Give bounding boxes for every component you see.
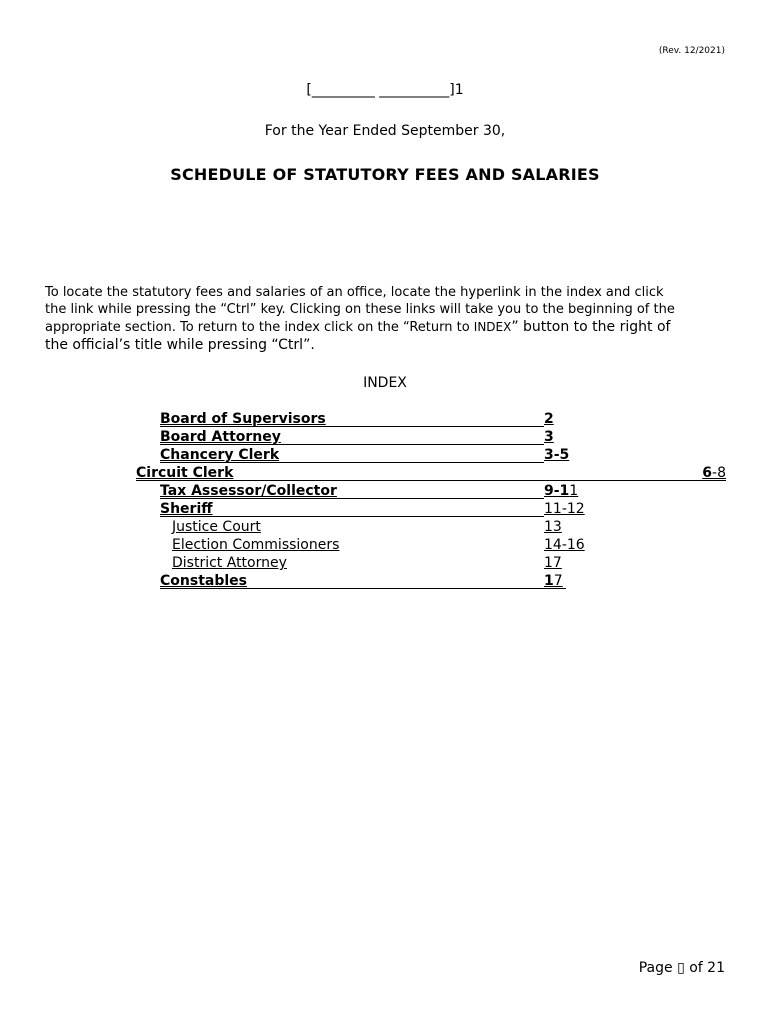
- pages-regular: 17: [544, 555, 562, 571]
- leader-rule: [160, 444, 544, 445]
- leader-rule: [160, 462, 544, 463]
- index-entry-pages: [544, 518, 562, 536]
- index-entry-pages: [702, 464, 726, 482]
- intro-line-3: [45, 319, 670, 335]
- intro-line-4: the official’s title while pressing “Ctrl”.: [45, 337, 315, 353]
- intro-index-word: INDEX: [473, 320, 512, 334]
- leader-rule: [136, 480, 726, 481]
- index-entry-name: Sheriff: [160, 501, 213, 517]
- document-title: SCHEDULE OF STATUTORY FEES AND SALARIES: [170, 165, 600, 184]
- index-link-board-attorney[interactable]: [160, 428, 590, 446]
- index-entry-name: Chancery Clerk: [160, 447, 280, 463]
- index-entry-pages: [544, 428, 554, 446]
- pages-regular: 11-12: [544, 501, 585, 517]
- page-number-field-glyph: ▯: [677, 960, 685, 976]
- index-link-board-of-supervisors[interactable]: [160, 410, 590, 428]
- pages-regular: -8: [712, 465, 726, 481]
- index-entry-name: District Attorney: [172, 555, 287, 571]
- index-heading: INDEX: [363, 375, 407, 391]
- leader-rule: [160, 588, 566, 589]
- intro-line-3-text: appropriate section. To return to the index click on the “Return to: [45, 320, 474, 335]
- leader-rule: [160, 426, 544, 427]
- index-entry-pages: [544, 482, 578, 500]
- index-entry-name: Board Attorney: [160, 429, 281, 445]
- pages-bold: 3: [544, 429, 554, 445]
- index-link-circuit-clerk[interactable]: [136, 464, 726, 482]
- index-entry-name: Election Commissioners: [172, 537, 340, 553]
- index-entry-name: Constables: [160, 573, 247, 589]
- pages-regular: 13: [544, 519, 562, 535]
- revision-date: (Rev. 12/2021): [658, 46, 725, 56]
- fiscal-year-line: For the Year Ended September 30,: [264, 123, 506, 139]
- pages-bold: 6: [702, 465, 713, 481]
- page-label: Page: [638, 960, 678, 976]
- index-entry-pages: [544, 410, 554, 428]
- pages-bold: 1: [544, 573, 554, 589]
- page-number: [639, 960, 725, 976]
- index-entry-name: Justice Court: [172, 519, 261, 535]
- pages-regular: 7: [553, 573, 563, 589]
- pages-regular: 1: [569, 483, 579, 499]
- index-link-justice-court[interactable]: [172, 518, 592, 536]
- intro-line-2: the link while pressing the “Ctrl” key. Clicking on these links will take you to the beginning of the: [45, 302, 675, 317]
- index-entry-name: Tax Assessor/Collector: [160, 483, 337, 499]
- entity-name-placeholder: [_________ __________]1: [306, 82, 464, 98]
- index-entry-pages: [544, 572, 563, 590]
- index-link-chancery-clerk[interactable]: [160, 446, 590, 464]
- pages-bold: 3-5: [544, 447, 570, 463]
- index-link-sheriff[interactable]: [160, 500, 590, 518]
- index-link-election-commissioners[interactable]: [172, 536, 592, 554]
- index-entry-pages: [544, 446, 569, 464]
- page-total: of 21: [684, 960, 725, 976]
- index-entry-name: Circuit Clerk: [136, 465, 234, 481]
- intro-line-3-end: ” button to the right of: [511, 319, 671, 335]
- index-entry-name: Board of Supervisors: [160, 411, 326, 427]
- index-link-district-attorney[interactable]: [172, 554, 592, 572]
- pages-bold: 2: [544, 411, 554, 427]
- index-entry-pages: [544, 554, 562, 572]
- index-link-tax-assessor-collector[interactable]: [160, 482, 590, 500]
- index-entry-pages: [544, 500, 585, 518]
- leader-rule: [160, 498, 544, 499]
- index-link-constables[interactable]: [160, 572, 590, 590]
- intro-line-1: To locate the statutory fees and salaries of an office, locate the hyperlink in the index and click: [45, 285, 664, 300]
- pages-bold: 9-1: [544, 483, 570, 499]
- leader-rule: [160, 516, 544, 517]
- index-entry-pages: [544, 536, 585, 554]
- pages-regular: 14-16: [544, 537, 585, 553]
